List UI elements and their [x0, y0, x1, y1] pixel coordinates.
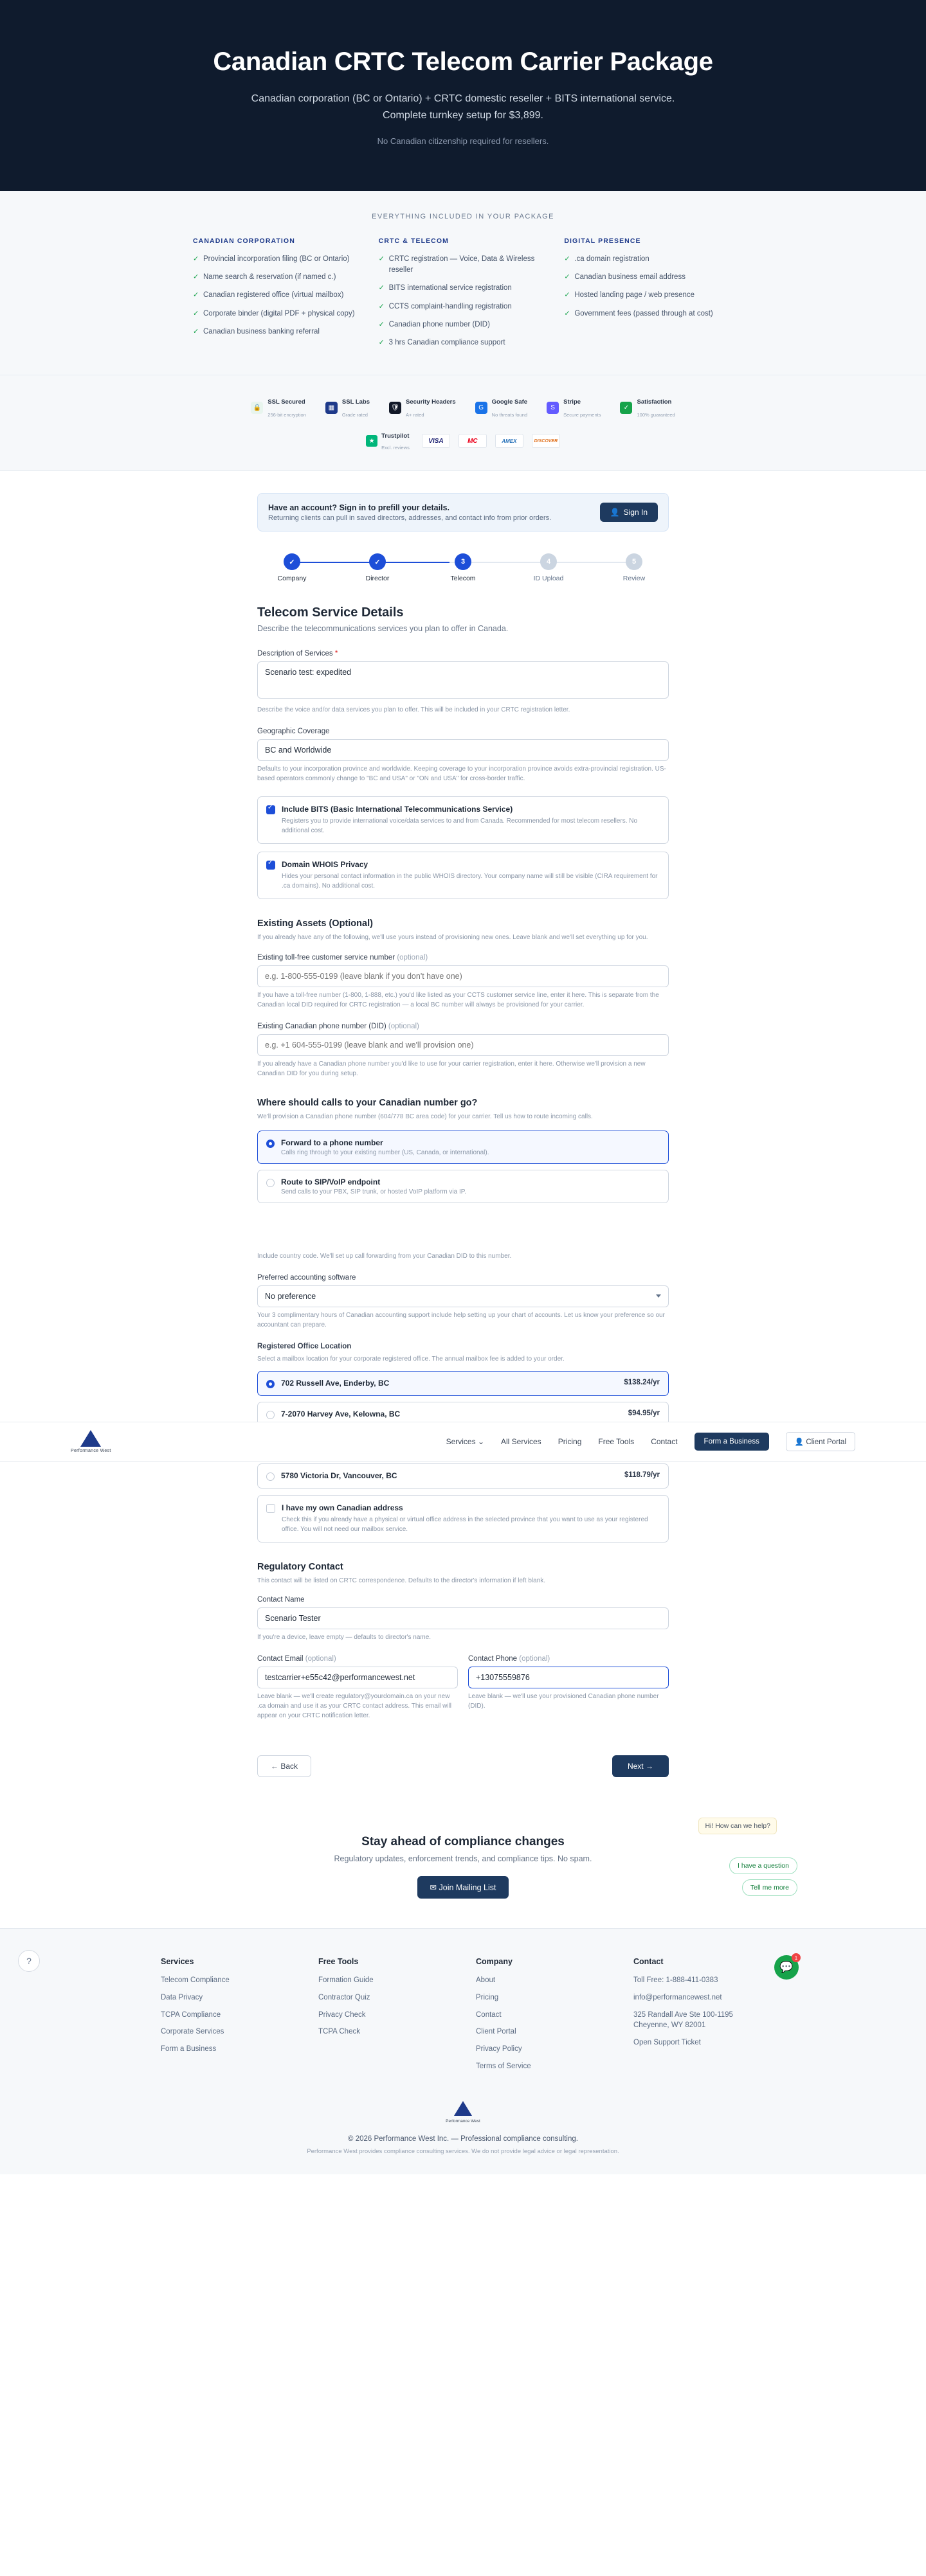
forward-help: Include country code. We'll set up call forwarding from your Canadian DID to this number.: [257, 1253, 512, 1260]
footer-bottom: [0, 2078, 926, 2174]
contact-name-help: If you're a device, leave empty — defaults to director's name.: [257, 1634, 431, 1641]
footer-link[interactable]: Privacy Check: [318, 2010, 366, 2019]
footer-link[interactable]: Contact: [476, 2010, 502, 2019]
footer-link[interactable]: Formation Guide: [318, 1976, 374, 1985]
routing-heading: Where should calls to your Canadian number go?: [257, 1098, 478, 1109]
chat-fab[interactable]: [774, 1955, 799, 1980]
trustpilot-badge: [366, 429, 410, 452]
routing-sip-title: Route to SIP/VoIP endpoint: [281, 1177, 381, 1187]
included-item: ✓ Corporate binder (digital PDF + physical copy): [193, 309, 362, 319]
included-item: ✓ Canadian business email address: [564, 272, 733, 283]
chat-option-more[interactable]: Tell me more: [742, 1879, 797, 1896]
trust-badge: [620, 395, 675, 420]
question-mark-icon: ?: [26, 1956, 32, 1966]
geography-input[interactable]: [257, 739, 669, 761]
office-address-0: 702 Russell Ave, Enderby, BC: [281, 1379, 390, 1388]
routing-option-sip[interactable]: [257, 1170, 669, 1203]
step-number: ✓: [284, 553, 300, 570]
trustpilot-name: Trustpilot: [381, 433, 410, 440]
visa-icon: VISA: [422, 434, 450, 448]
office-address-3: 5780 Victoria Dr, Vancouver, BC: [281, 1471, 397, 1481]
own-address-card[interactable]: [257, 1495, 669, 1543]
field-contact-email: [257, 1655, 458, 1721]
own-address-checkbox[interactable]: [266, 1504, 275, 1513]
footer-heading: Company: [476, 1957, 513, 1967]
footer-link[interactable]: Pricing: [476, 1993, 499, 2001]
footer-link[interactable]: TCPA Compliance: [161, 2010, 221, 2019]
routing-sip-desc: Send calls to your PBX, SIP trunk, or hosted VoIP platform via IP.: [281, 1188, 466, 1196]
routing-help: We'll provision a Canadian phone number (604/778 BC area code) for your carrier. Tell us how to route incoming calls.: [257, 1113, 593, 1121]
footer-link[interactable]: About: [476, 1976, 496, 1985]
badge-sub: No threats found: [491, 412, 528, 418]
office-price-0: $138.24/yr: [624, 1379, 660, 1387]
footer-email[interactable]: info@performancewest.net: [633, 1993, 722, 2001]
office-price-1: $94.95/yr: [628, 1409, 660, 1418]
bits-checkbox[interactable]: [266, 805, 275, 814]
join-mailing-list-button[interactable]: [417, 1876, 509, 1899]
geography-label: Geographic Coverage: [257, 728, 330, 736]
trust-badge: [547, 395, 601, 420]
geography-help: Defaults to your incorporation province and worldwide. Keeping coverage to your incorporation province avoids extra-provincial registration. US-based operators commonly change to "BC and USA" or "ON and USA" for cross-border traffic.: [257, 765, 666, 783]
user-icon: 👤: [610, 508, 620, 517]
badge-title: Satisfaction: [637, 398, 672, 406]
trustpilot-sub: Excl. reviews: [381, 445, 410, 451]
included-item: ✓ Government fees (passed through at cost): [564, 309, 733, 319]
footer-heading: Contact: [633, 1957, 664, 1967]
footer-columns: [122, 1957, 804, 2078]
badge-title: Security Headers: [406, 398, 456, 406]
footer-copyright: © 2026 Performance West Inc. — Professional compliance consulting.: [348, 2135, 578, 2143]
column-heading: CRTC & TELECOM: [378, 237, 449, 245]
contact-name-input[interactable]: [257, 1607, 669, 1629]
own-address-title: I have my own Canadian address: [282, 1503, 403, 1513]
contact-phone-label: [468, 1655, 669, 1663]
order-form: [219, 471, 707, 1803]
description-label: [257, 650, 669, 657]
footer-column-company: [476, 1957, 608, 2078]
tollfree-input[interactable]: [257, 965, 669, 987]
star-icon: ★: [366, 435, 377, 447]
office-help: Select a mailbox location for your corporate registered office. The annual mailbox fee is added to your order.: [257, 1355, 565, 1363]
field-tollfree: [257, 954, 669, 1010]
signin-banner: [257, 493, 669, 532]
routing-forward-desc: Calls ring through to your existing number (US, Canada, or international).: [281, 1149, 489, 1157]
office-option-0[interactable]: [257, 1371, 669, 1396]
included-item: ✓ Canadian phone number (DID): [379, 319, 548, 330]
whois-checkbox-card[interactable]: [257, 852, 669, 899]
discover-icon: DISCOVER: [532, 434, 560, 448]
step-company[interactable]: [262, 553, 322, 582]
chevron-down-icon: ⌄: [477, 1437, 484, 1446]
contact-email-input[interactable]: [257, 1667, 458, 1688]
badge-sub: A+ rated: [406, 412, 424, 418]
progress-stepper: [257, 553, 669, 602]
regulatory-contact-heading: Regulatory Contact: [257, 1562, 343, 1573]
client-portal-button[interactable]: [786, 1432, 855, 1451]
nav-links: [446, 1432, 855, 1451]
contact-email-help: Leave blank — we'll create regulatory@yourdomain.ca on your new .ca domain and use it as your CRTC contact address. This email will appear on your CRTC notification letter.: [257, 1693, 451, 1720]
contact-email-label: [257, 1655, 458, 1663]
office-radio-1[interactable]: [266, 1411, 275, 1419]
footer-disclaimer: Performance West provides compliance consulting services. We do not provide legal advice or legal representation.: [307, 2148, 619, 2156]
whois-checkbox[interactable]: [266, 861, 275, 870]
tollfree-label: [257, 954, 669, 962]
bits-checkbox-card[interactable]: [257, 796, 669, 844]
footer-link[interactable]: Telecom Compliance: [161, 1976, 230, 1985]
nav-link-all-services[interactable]: All Services: [501, 1437, 541, 1446]
footer-link[interactable]: Corporate Services: [161, 2028, 224, 2036]
user-icon: 👤: [794, 1438, 804, 1446]
step-director[interactable]: [348, 553, 407, 582]
next-label: Next: [627, 1762, 644, 1771]
step-id-upload[interactable]: [519, 553, 578, 582]
included-item: ✓ 3 hrs Canadian compliance support: [379, 337, 548, 348]
tollfree-label-text: Existing toll-free customer service number: [257, 954, 395, 962]
hero-subtitle: Canadian corporation (BC or Ontario) + CRTC domestic reseller + BITS international service. Complete turnkey setup for $3,899.: [251, 93, 675, 121]
hero-section: [0, 0, 926, 191]
whois-desc: Hides your personal contact information in the public WHOIS directory. Your company name will still be visible (CIRA requirement for .ca domains). No additional cost.: [282, 873, 658, 890]
included-eyebrow: EVERYTHING INCLUDED IN YOUR PACKAGE: [372, 212, 554, 220]
payment-badges: [0, 425, 926, 470]
description-help: Describe the voice and/or data services you plan to offer. This will be included in your CRTC registration letter.: [257, 706, 570, 714]
step-label: Company: [277, 575, 307, 583]
chat-icon: 💬: [779, 1961, 794, 1973]
chat-option-question[interactable]: I have a question: [729, 1857, 797, 1874]
mountain-logo-icon: [454, 2101, 472, 2116]
included-section: [0, 191, 926, 472]
contact-row: [257, 1655, 669, 1733]
mailing-title: Stay ahead of compliance changes: [361, 1835, 565, 1849]
badge-title: Google Safe: [491, 398, 528, 406]
badge-sub: Grade rated: [341, 412, 368, 418]
mountain-logo-icon: [80, 1430, 101, 1447]
step-label: Review: [622, 575, 646, 583]
description-textarea[interactable]: [257, 661, 669, 699]
form-title: Telecom Service Details: [257, 605, 404, 620]
routing-sip-radio[interactable]: [266, 1179, 275, 1187]
badge-title: SSL Secured: [268, 398, 305, 406]
included-item: ✓ CRTC registration — Voice, Data & Wireless reseller: [379, 254, 548, 276]
tollfree-help: If you have a toll-free number (1-800, 1-888, etc.) you'd like listed as your CCTS customer service line, enter it here. This is separate from the Canadian local DID required for CRTC registration — a local BC number will always be provisioned for your carrier.: [257, 992, 659, 1009]
stripe-icon: S: [547, 402, 559, 414]
did-label-text: Existing Canadian phone number (DID): [257, 1023, 386, 1031]
column-heading: DIGITAL PRESENCE: [564, 237, 641, 245]
trust-badges: [0, 375, 926, 425]
mailing-button-label: Join Mailing List: [439, 1883, 496, 1893]
mastercard-icon: MC: [458, 434, 487, 448]
badge-sub: 100% guaranteed: [637, 412, 675, 418]
site-navbar: [0, 1422, 926, 1462]
brand-name: Performance West: [71, 1449, 111, 1453]
footer-heading: Free Tools: [318, 1957, 359, 1967]
step-number: 5: [626, 553, 642, 570]
footer-link[interactable]: Client Portal: [476, 2028, 516, 2036]
included-column-crtc: [379, 237, 548, 356]
footer-link[interactable]: Privacy Policy: [476, 2044, 522, 2053]
amex-icon: AMEX: [495, 434, 523, 448]
lock-icon: 🔒: [251, 402, 263, 414]
step-label: Director: [365, 575, 390, 583]
footer-heading: Services: [161, 1957, 194, 1967]
office-option-3[interactable]: [257, 1463, 669, 1489]
step-number: ✓: [369, 553, 386, 570]
contact-phone-label-text: Contact Phone: [468, 1655, 518, 1663]
mailing-desc: Regulatory updates, enforcement trends, and compliance tips. No spam.: [334, 1854, 592, 1864]
included-item: ✓ CCTS complaint-handling registration: [379, 301, 548, 312]
included-column-digital: [564, 237, 733, 356]
included-item: ✓ Provincial incorporation filing (BC or Ontario): [193, 254, 362, 265]
routing-forward-radio[interactable]: [266, 1140, 275, 1148]
shield-icon: 🛡: [389, 402, 401, 414]
contact-email-label-text: Contact Email: [257, 1655, 304, 1663]
hero-note: No Canadian citizenship required for resellers.: [377, 136, 549, 146]
bits-title: Include BITS (Basic International Telecommunications Service): [282, 805, 513, 814]
office-address-1: 7-2070 Harvey Ave, Kelowna, BC: [281, 1409, 401, 1419]
did-optional: (optional): [388, 1023, 419, 1031]
sign-in-label: Sign In: [623, 508, 648, 517]
required-marker: *: [334, 650, 338, 658]
included-item: ✓ Canadian business banking referral: [193, 326, 362, 337]
field-accounting: [257, 1274, 669, 1330]
did-label: [257, 1023, 669, 1030]
google-icon: G: [475, 402, 487, 414]
client-portal-label: Client Portal: [806, 1438, 846, 1446]
field-contact-phone: [468, 1655, 669, 1721]
badge-sub: 256-bit encryption: [268, 412, 306, 418]
signin-desc: Returning clients can pull in saved directors, addresses, and contact info from prior orders.: [268, 514, 552, 522]
footer-support-link[interactable]: Open Support Ticket: [633, 2038, 701, 2046]
routing-option-forward[interactable]: [257, 1131, 669, 1164]
footer-brand-name: Performance West: [446, 2119, 480, 2124]
office-label: Registered Office Location: [257, 1343, 352, 1351]
back-label: Back: [280, 1762, 298, 1771]
check-circle-icon: ✓: [620, 402, 632, 414]
footer-link[interactable]: Terms of Service: [476, 2062, 531, 2070]
chat-greeting: Hi! How can we help?: [698, 1818, 777, 1834]
whois-title: Domain WHOIS Privacy: [282, 860, 368, 870]
did-input[interactable]: [257, 1034, 669, 1056]
sign-in-button[interactable]: [600, 503, 658, 522]
contact-phone-optional: (optional): [519, 1655, 550, 1663]
step-label: ID Upload: [533, 575, 564, 583]
badge-title: SSL Labs: [341, 398, 370, 406]
trust-badge: [475, 395, 527, 420]
contact-phone-input[interactable]: [468, 1667, 669, 1688]
trust-badge: [325, 395, 370, 420]
contact-phone-help: Leave blank — we'll use your provisioned Canadian phone number (DID).: [468, 1693, 659, 1710]
included-item: ✓ BITS international service registration: [379, 283, 548, 294]
included-columns: [154, 237, 772, 356]
step-review[interactable]: [604, 553, 664, 582]
envelope-icon: ✉: [430, 1883, 437, 1893]
office-radio-3[interactable]: [266, 1472, 275, 1481]
included-item: ✓ Name search & reservation (if named c.): [193, 272, 362, 283]
included-item: ✓ Hosted landing page / web presence: [564, 290, 733, 301]
footer-column-contact: [633, 1957, 765, 2078]
trust-badge: [389, 395, 456, 420]
field-contact-name: [257, 1596, 669, 1642]
included-column-corporation: [193, 237, 362, 356]
office-price-3: $118.79/yr: [624, 1471, 660, 1480]
trust-badge: [251, 395, 306, 420]
form-a-business-button[interactable]: Form a Business: [694, 1433, 769, 1451]
nav-link-contact[interactable]: Contact: [651, 1437, 678, 1446]
footer-address: 325 Randall Ave Ste 100-1195 Cheyenne, WY 82001: [633, 2010, 733, 2030]
footer-column-free-tools: [318, 1957, 450, 2078]
back-button[interactable]: ← Back: [257, 1755, 311, 1777]
column-heading: CANADIAN CORPORATION: [193, 237, 295, 245]
badge-title: Stripe: [563, 398, 581, 406]
nav-link-free-tools[interactable]: Free Tools: [598, 1437, 635, 1446]
chat-badge: 1: [792, 1953, 801, 1962]
page-title: Canadian CRTC Telecom Carrier Package: [213, 48, 713, 76]
included-item: ✓ .ca domain registration: [564, 254, 733, 265]
nav-link-pricing[interactable]: Pricing: [558, 1437, 582, 1446]
footer-link[interactable]: Contractor Quiz: [318, 1993, 370, 2001]
regulatory-contact-help: This contact will be listed on CRTC correspondence. Defaults to the director's information if left blank.: [257, 1577, 546, 1585]
form-navigation: [257, 1755, 669, 1777]
next-button[interactable]: Next →: [612, 1755, 669, 1777]
form-subtitle: Describe the telecommunications services you plan to offer in Canada.: [257, 624, 509, 634]
did-help: If you already have a Canadian phone number you'd like to use for your carrier registration, enter it here. Otherwise we'll provision a new Canadian DID for you during setup.: [257, 1060, 646, 1078]
accounting-help: Your 3 complimentary hours of Canadian accounting support include help setting up your chart of accounts. Let us know your preference so our accountant can prepare.: [257, 1312, 665, 1329]
tollfree-optional: (optional): [397, 954, 428, 962]
contact-email-optional: (optional): [305, 1655, 336, 1663]
description-label-text: Description of Services: [257, 650, 333, 658]
step-number: 3: [455, 553, 471, 570]
nav-link-services[interactable]: [446, 1437, 484, 1446]
own-address-desc: Check this if you already have a physical or virtual office address in the selected province that you want to use as your registered office. You will not need our mailbox service.: [282, 1516, 648, 1534]
help-fab[interactable]: [18, 1950, 40, 1972]
existing-assets-help: If you already have any of the following, we'll use yours instead of provisioning new ones. Leave blank and we'll set everything up for you.: [257, 934, 648, 942]
footer-phone: Toll Free: 1-888-411-0383: [633, 1976, 718, 1985]
step-number: 4: [540, 553, 557, 570]
signin-title: Have an account? Sign in to prefill your details.: [268, 503, 449, 512]
nav-services-label: Services: [446, 1437, 476, 1446]
step-telecom[interactable]: [433, 553, 493, 582]
brand-logo[interactable]: [71, 1430, 111, 1453]
contact-name-label: Contact Name: [257, 1596, 305, 1604]
routing-forward-title: Forward to a phone number: [281, 1138, 383, 1148]
field-description: [257, 650, 669, 715]
field-geographic-coverage: [257, 728, 669, 783]
included-item: ✓ Canadian registered office (virtual mailbox): [193, 290, 362, 301]
accounting-label: Preferred accounting software: [257, 1274, 356, 1282]
step-label: Telecom: [450, 575, 476, 583]
footer-link[interactable]: TCPA Check: [318, 2028, 360, 2036]
existing-assets-heading: Existing Assets (Optional): [257, 918, 373, 929]
analytics-icon: ▦: [325, 402, 338, 414]
bits-desc: Registers you to provide international voice/data services to and from Canada. Recommended for most telecom resellers. No additional cost.: [282, 818, 638, 835]
office-radio-0[interactable]: [266, 1380, 275, 1388]
accounting-select[interactable]: [257, 1285, 669, 1307]
badge-sub: Secure payments: [563, 412, 601, 418]
field-did: [257, 1023, 669, 1078]
footer-link[interactable]: Data Privacy: [161, 1993, 203, 2001]
footer-link[interactable]: Form a Business: [161, 2044, 217, 2053]
footer-column-services: [161, 1957, 293, 2078]
